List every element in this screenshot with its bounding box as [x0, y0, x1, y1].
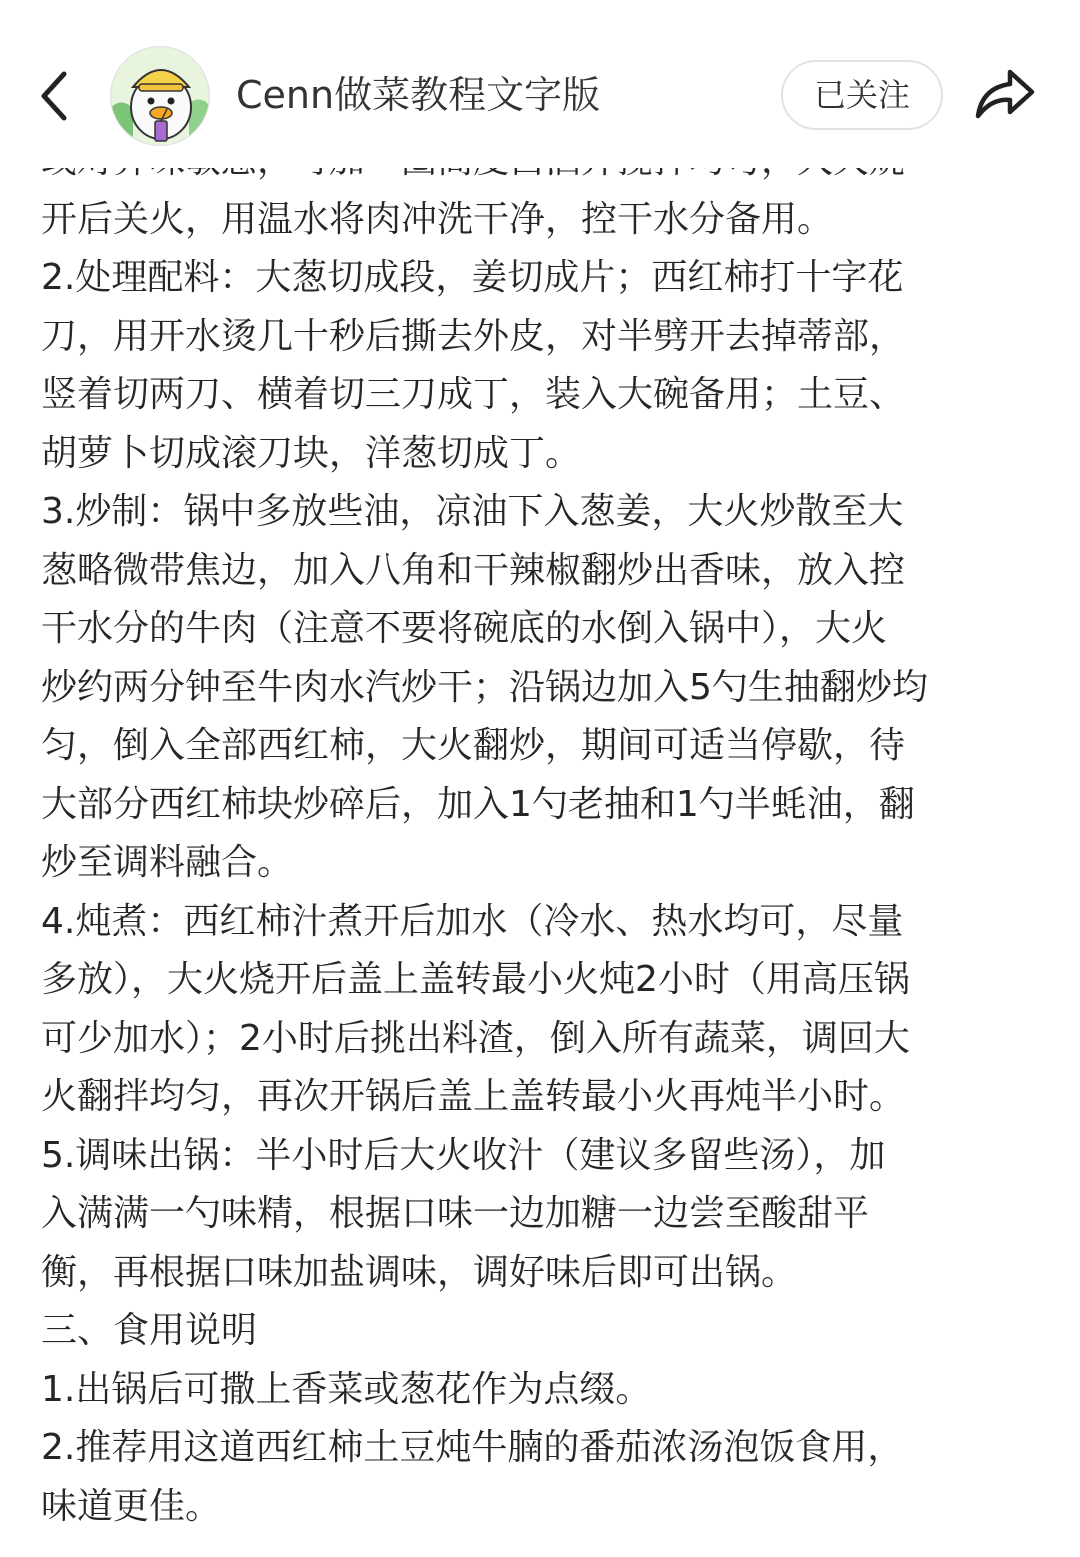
share-button[interactable]	[972, 66, 1036, 124]
avatar[interactable]	[110, 46, 210, 146]
top-nav-bar	[0, 0, 1080, 168]
content-line: 火翻拌均匀，再次开锅后盖上盖转最小火再炖半小时。	[41, 1076, 906, 1117]
content-line: 味道更佳。	[41, 1485, 222, 1527]
content-line: 竖着切两刀、横着切三刀成丁，装入大碗备用；土豆、	[41, 374, 906, 415]
content-line: 炒至调料融合。	[41, 842, 294, 883]
content-line: 开后关火，用温水将肉冲洗干净，控干水分备用。	[41, 198, 834, 240]
follow-button[interactable]: 已关注	[781, 60, 943, 130]
content-line: 干水分的牛肉（注意不要将碗底的水倒入锅中），大火	[41, 608, 888, 649]
content-line: 大部分西红柿块炒碎后，加入1勺老抽和1勺半蚝油，翻	[41, 783, 915, 825]
content-line: 多放），大火烧开后盖上盖转最小火炖2小时（用高压锅	[41, 959, 910, 1000]
content-line: 3.炒制：锅中多放些油，凉油下入葱姜，大火炒散至大	[41, 491, 904, 532]
back-button[interactable]	[34, 68, 78, 124]
content-line: 匀，倒入全部西红柿，大火翻炒，期间可适当停歇，待	[41, 725, 906, 766]
content-line: 三、食用说明	[41, 1310, 258, 1351]
content-line: 2.处理配料：大葱切成段，姜切成片；西红柿打十字花	[41, 257, 904, 298]
content-line: 葱略微带焦边，加入八角和干辣椒翻炒出香味，放入控	[41, 549, 906, 591]
content-line: 胡萝卜切成滚刀块，洋葱切成丁。	[41, 432, 582, 474]
content-line: 4.炖煮：西红柿汁煮开后加水（冷水、热水均可，尽量	[41, 900, 904, 942]
chevron-left-icon	[34, 68, 78, 124]
content-line: 1.出锅后可撒上香菜或葱花作为点缀。	[41, 1368, 652, 1410]
content-line: 刀，用开水烫几十秒后撕去外皮，对半劈开去掉蒂部，	[41, 315, 906, 357]
content-line: 炒约两分钟至牛肉水汽炒干；沿锅边加入5勺生抽翻炒均	[41, 666, 928, 708]
content-line: 5.调味出锅：半小时后大火收汁（建议多留些汤），加	[41, 1134, 886, 1176]
duck-avatar-icon	[111, 47, 209, 145]
content-line: 2.推荐用这道西红柿土豆炖牛腩的番茄浓汤泡饭食用，	[41, 1427, 904, 1468]
content-line: 可少加水）；2小时后挑出料渣，倒入所有蔬菜，调回大	[41, 1017, 910, 1059]
content-line: 衡，再根据口味加盐调味，调好味后即可出锅。	[41, 1251, 798, 1293]
share-arrow-icon	[972, 66, 1036, 124]
author-name[interactable]: Cenn做菜教程文字版	[236, 73, 601, 117]
post-content	[41, 132, 1041, 1536]
content-line: 入满满一勺味精，根据口味一边加糖一边尝至酸甜平	[41, 1193, 870, 1234]
